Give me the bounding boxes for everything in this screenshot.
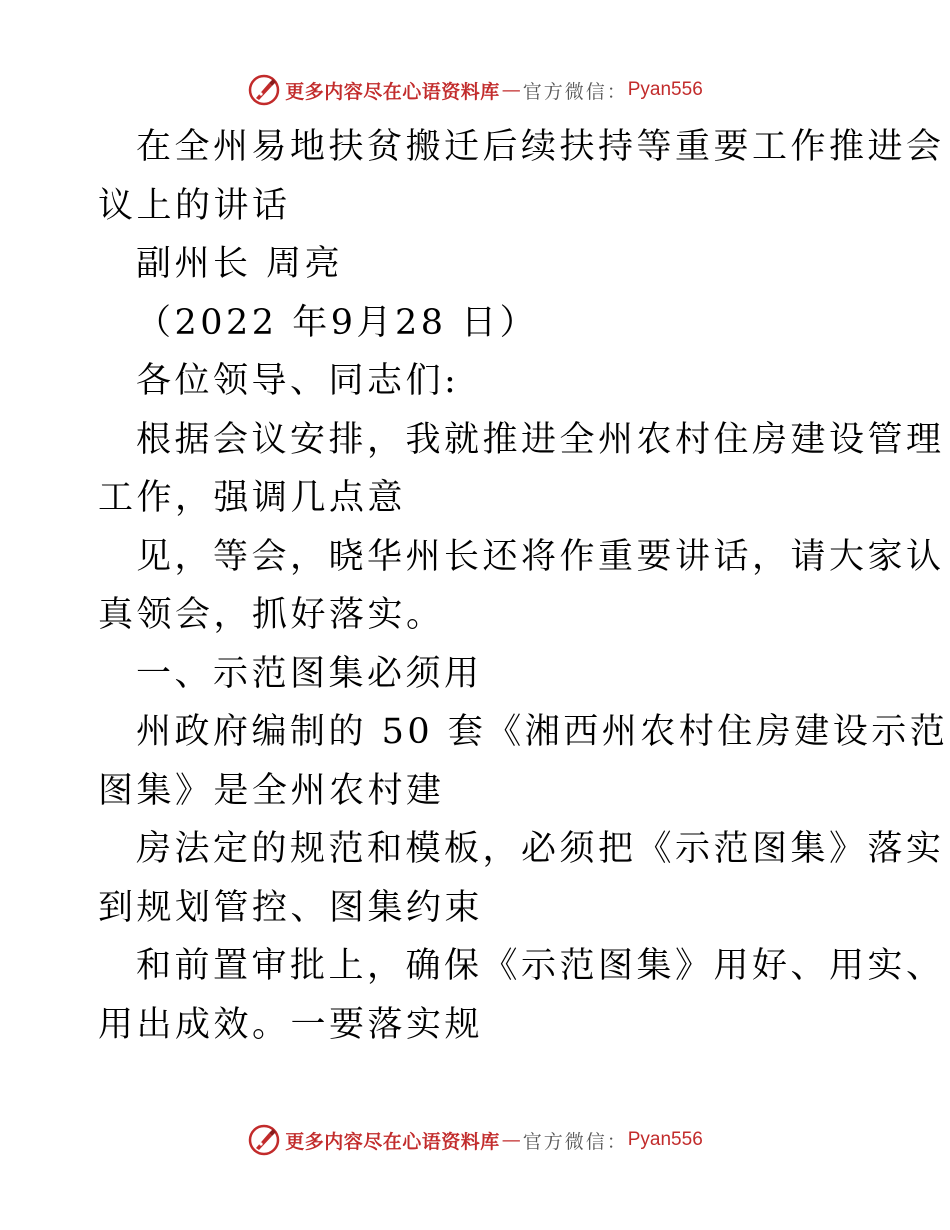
watermark-label: 官方微信：: [522, 1130, 628, 1153]
watermark-footer: [0, 1120, 950, 1160]
watermark-label: 官方微信：: [522, 80, 628, 103]
text-line: 房法定的规范和模板，必须把《示范图集》落实: [136, 829, 945, 869]
text-line: 真领会，抓好落实。: [98, 595, 445, 635]
text-line: 在全州易地扶贫搬迁后续扶持等重要工作推进会: [136, 127, 945, 167]
watermark-separator: —: [501, 1129, 521, 1151]
text-line: 用出成效。一要落实规: [98, 1004, 484, 1045]
text-line: 到规划管控、图集约束: [98, 887, 484, 928]
watermark-wechat-id: Pyan556: [627, 79, 703, 100]
watermark-separator: —: [501, 79, 521, 101]
pen-nib-icon: [247, 73, 281, 107]
text-line: 图集》是全州农村建: [98, 770, 445, 811]
text-line: 和前置审批上，确保《示范图集》用好、用实、: [136, 946, 945, 986]
text-line: 工作，强调几点意: [98, 478, 407, 518]
text-line: 根据会议安排，我就推进全州农村住房建设管理: [136, 419, 945, 460]
text-line: 见，等会，晓华州长还将作重要讲话，请大家认: [136, 536, 945, 577]
pen-nib-icon: [247, 1123, 281, 1157]
watermark-wechat-id: Pyan556: [627, 1129, 703, 1150]
watermark-header: [0, 70, 950, 110]
watermark-main-text: 更多内容尽在心语资料库: [285, 1130, 500, 1153]
text-line: 州政府编制的 50 套《湘西州农村住房建设示范: [136, 712, 949, 752]
text-line: 议上的讲话: [98, 185, 291, 226]
text-line: 一、示范图集必须用: [136, 653, 483, 694]
document-body: [98, 118, 949, 1054]
text-line: 各位领导、同志们:: [136, 361, 460, 401]
text-line: 副州长 周亮: [136, 244, 344, 284]
text-line: （2022 年9月28 日）: [136, 302, 539, 343]
watermark-main-text: 更多内容尽在心语资料库: [285, 80, 500, 103]
